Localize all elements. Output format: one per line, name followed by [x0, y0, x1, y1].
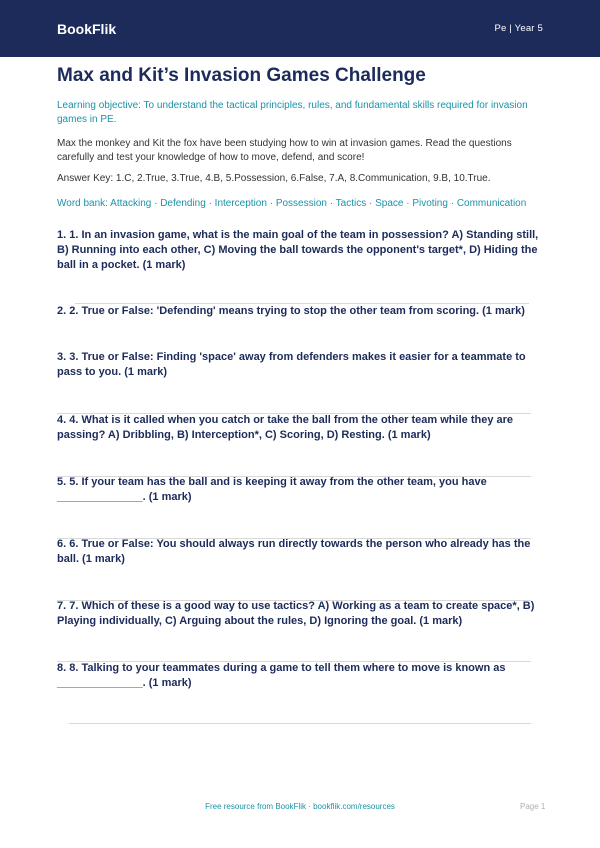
page-number: Page 1 [520, 802, 546, 811]
intro-text: Max the monkey and Kit the fox have been studying how to win at invasion games. Read the questions carefully and test your knowledge of how to move, defend, and score! [57, 138, 512, 163]
page-header [0, 0, 600, 57]
subject-year: Pe | Year 5 [494, 23, 543, 34]
brand-logo[interactable]: BookFlik [57, 20, 117, 37]
question-2: 2. 2. True or False: 'Defending' means trying to stop the other team from scoring. (1 mark) [57, 305, 525, 317]
answer-key: Answer Key: 1.C, 2.True, 3.True, 4.B, 5.Possession, 6.False, 7.A, 8.Communication, 9.B, 10.True. [57, 173, 491, 184]
footer-resource-link[interactable]: Free resource from BookFlik · bookflik.com/resources [205, 802, 395, 811]
question-1: 1. 1. In an invasion game, what is the main goal of the team in possession? A) Standing still, B) Running into each other, C) Moving the ball towards the opponent's target*, D) Hiding the ball in a pocket. (1 mark) [57, 229, 539, 271]
question-6: 6. 6. True or False: You should always run directly towards the person who already has the ball. (1 mark) [57, 538, 531, 565]
question-4: 4. 4. What is it called when you catch or take the ball from the other team while they are passing? A) Dribbling, B) Interception*, C) Scoring, D) Resting. (1 mark) [57, 414, 514, 441]
question-3: 3. 3. True or False: Finding 'space' away from defenders makes it easier for a teammate to pass to you. (1 mark) [57, 351, 526, 378]
page-title: Max and Kit’s Invasion Games Challenge [57, 65, 426, 86]
question-8: 8. 8. Talking to your teammates during a game to tell them where to move is known as ______________. (1 mark) [57, 662, 506, 689]
learning-objective: Learning objective: To understand the tactical principles, rules, and fundamental skills required for invasion games in PE. [57, 100, 528, 125]
question-7: 7. 7. Which of these is a good way to use tactics? A) Working as a team to create space*, B) Playing individually, C) Arguing about the rules, D) Ignoring the goal. (1 mark) [57, 600, 535, 627]
answer-line [69, 723, 531, 724]
word-bank: Word bank: Attacking · Defending · Interception · Possession · Tactics · Space · Pivoting · Communication [57, 198, 527, 209]
question-5: 5. 5. If your team has the ball and is keeping it away from the other team, you have ______________. (1 mark) [57, 476, 487, 503]
